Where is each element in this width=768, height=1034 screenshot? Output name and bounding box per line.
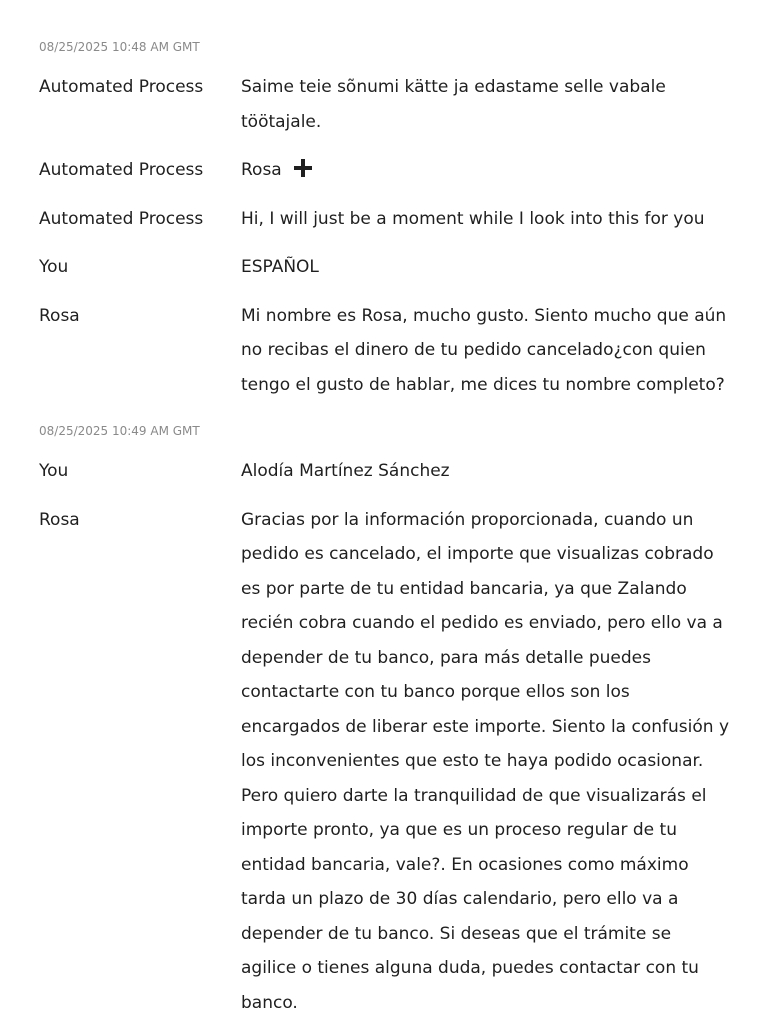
- message-group: [39, 0, 739, 402]
- plus-icon[interactable]: [294, 159, 312, 177]
- sender-name: You: [39, 461, 69, 481]
- sender-name: Rosa: [39, 305, 80, 326]
- sender-name: Rosa: [39, 509, 80, 530]
- message-row: [39, 250, 739, 285]
- message-row: [39, 299, 739, 403]
- message-row: [39, 503, 739, 1021]
- message-row: [39, 153, 739, 188]
- message-text: Hi, I will just be a moment while I look into this for you: [241, 208, 705, 229]
- message-content: [241, 153, 729, 188]
- message-row: [39, 202, 739, 237]
- message-text: Rosa: [241, 160, 282, 180]
- message-text: Mi nombre es Rosa, mucho gusto. Siento mucho que aún no recibas el dinero de tu pedido cancelado¿con quien tengo el gusto de hablar, me dices tu nombre completo?: [241, 305, 727, 395]
- timestamp: 08/25/2025 10:49 AM GMT: [39, 424, 200, 438]
- message-group: [39, 416, 739, 1020]
- message-text: Saime teie sõnumi kätte ja edastame selle vabale töötajale.: [241, 77, 666, 132]
- sender-name: Automated Process: [39, 77, 204, 97]
- sender-name: Automated Process: [39, 208, 204, 229]
- message-text: Alodía Martínez Sánchez: [241, 461, 450, 481]
- timestamp: 08/25/2025 10:48 AM GMT: [39, 40, 200, 54]
- message-text: ESPAÑOL: [241, 257, 319, 277]
- sender-name: You: [39, 257, 69, 277]
- chat-transcript: [39, 0, 739, 1034]
- message-row: [39, 454, 739, 489]
- message-text: Gracias por la información proporcionada, cuando un pedido es cancelado, el importe que visualizas cobrado es por parte de tu entidad bancaria, ya que Zalando recién cobra cuando el pedido es enviado, pero ello va a depender de tu banco, para más detalle puedes contactarte con tu banco porque ellos son los encargados de liberar este importe. Siento la confusión y los inconvenientes que esto te haya podido ocasionar. Pero quiero darte la tranquilidad de que visualizarás el importe pronto, ya que es un proceso regular de tu entidad bancaria, vale?. En ocasiones como máximo tarda un plazo de 30 días calendario, pero ello va a depender de tu banco. Si deseas que el trámite se agilice o tienes alguna duda, puedes contactar con tu banco.: [241, 509, 730, 1013]
- sender-name: Automated Process: [39, 160, 204, 180]
- message-row: [39, 70, 739, 139]
